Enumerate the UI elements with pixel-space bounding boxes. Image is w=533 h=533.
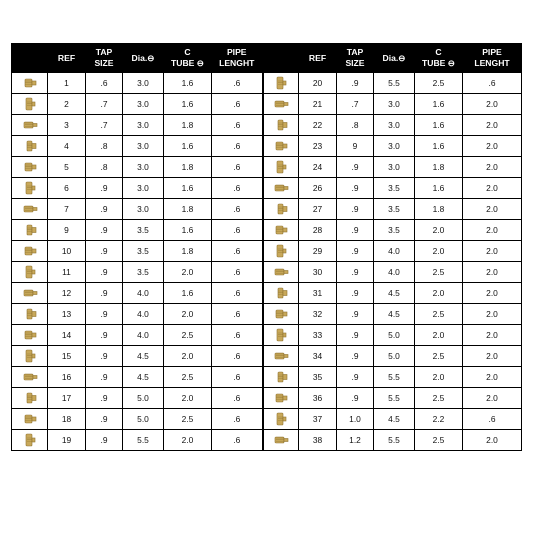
pipe-length-cell: 2.0 [463,346,522,367]
table-header-row [12,44,522,73]
c-tube-cell: 2.2 [415,409,463,430]
tap-size-cell: .9 [86,241,123,262]
tap-size-cell: .9 [337,220,374,241]
dia-cell: 3.0 [374,115,415,136]
tap-size-cell: .9 [337,346,374,367]
part-image-cell [263,94,299,115]
part-image-cell [263,262,299,283]
part-image-cell [263,136,299,157]
tap-size-cell: .9 [337,178,374,199]
pipe-length-cell: .6 [212,220,263,241]
c-tube-cell: 2.5 [415,430,463,451]
brass-fitting-icon [264,412,299,426]
brass-fitting-icon [12,244,47,258]
tap-size-cell: .7 [86,94,123,115]
part-image-cell [263,283,299,304]
tap-size-cell: .9 [337,241,374,262]
pipe-length-cell: .6 [212,199,263,220]
dia-cell: 3.0 [123,178,164,199]
c-tube-cell: 1.6 [164,178,212,199]
ref-cell: 15 [48,346,86,367]
dia-cell: 3.0 [374,136,415,157]
brass-fitting-icon [12,139,47,153]
c-tube-cell: 2.5 [164,325,212,346]
c-tube-cell: 2.5 [415,262,463,283]
dia-cell: 4.5 [374,283,415,304]
c-tube-cell: 1.6 [415,94,463,115]
table-row [12,94,522,115]
table-row [12,409,522,430]
tap-size-cell: .9 [337,73,374,94]
part-image-cell [12,73,48,94]
pipe-length-cell: 2.0 [463,262,522,283]
c-tube-cell: 2.5 [164,367,212,388]
ref-cell: 30 [299,262,337,283]
dia-cell: 3.0 [123,136,164,157]
dia-cell: 5.5 [374,430,415,451]
pipe-length-cell: .6 [212,409,263,430]
brass-fitting-icon [12,370,47,384]
brass-fitting-icon [264,139,299,153]
pipe-length-cell: 2.0 [463,199,522,220]
ref-cell: 29 [299,241,337,262]
c-tube-cell: 2.0 [415,367,463,388]
tap-size-cell: .9 [86,367,123,388]
ref-cell: 4 [48,136,86,157]
table-row [12,304,522,325]
tap-size-cell: .9 [86,178,123,199]
part-image-cell [263,241,299,262]
dia-cell: 3.5 [374,220,415,241]
pipe-length-cell: .6 [212,283,263,304]
pipe-length-cell: .6 [212,94,263,115]
pipe-length-cell: .6 [212,73,263,94]
brass-fitting-icon [264,202,299,216]
ref-cell: 31 [299,283,337,304]
pipe-length-cell: .6 [463,73,522,94]
dia-cell: 4.5 [374,304,415,325]
dia-cell: 4.5 [123,367,164,388]
part-image-cell [263,178,299,199]
table-row [12,178,522,199]
table-row [12,157,522,178]
pipe-length-cell: 2.0 [463,367,522,388]
pipe-length-cell: .6 [212,136,263,157]
tap-size-cell: .9 [86,199,123,220]
dia-cell: 5.0 [374,325,415,346]
ref-cell: 17 [48,388,86,409]
dia-cell: 4.0 [374,262,415,283]
table-row [12,367,522,388]
part-image-cell [12,241,48,262]
part-image-cell [263,346,299,367]
part-image-cell [263,115,299,136]
tap-size-cell: .9 [86,409,123,430]
dia-cell: 5.5 [374,388,415,409]
c-tube-cell: 1.8 [164,115,212,136]
part-image-cell [12,346,48,367]
c-tube-cell: 2.5 [415,346,463,367]
tap-size-cell: 1.2 [337,430,374,451]
tap-size-cell: .9 [337,388,374,409]
tap-size-cell: .9 [86,262,123,283]
ref-cell: 13 [48,304,86,325]
c-tube-cell: 2.0 [164,430,212,451]
header-dia-left: Dia.⊖ [123,44,164,73]
brass-fitting-icon [12,391,47,405]
tap-size-cell: .8 [86,157,123,178]
header-dia-right: Dia.⊖ [374,44,415,73]
c-tube-cell: 2.5 [415,73,463,94]
pipe-length-cell: 2.0 [463,388,522,409]
pipe-length-cell: 2.0 [463,94,522,115]
ref-cell: 19 [48,430,86,451]
dia-cell: 4.5 [374,409,415,430]
dia-cell: 3.0 [374,94,415,115]
pipe-length-cell: .6 [212,430,263,451]
tap-size-cell: .8 [86,136,123,157]
part-image-cell [12,283,48,304]
part-image-cell [12,388,48,409]
ref-cell: 2 [48,94,86,115]
header-ref-left: REF [48,44,86,73]
part-image-cell [263,304,299,325]
c-tube-cell: 1.8 [164,199,212,220]
part-image-cell [12,136,48,157]
pipe-length-cell: 2.0 [463,325,522,346]
header-tap-size-left: TAP SIZE [86,44,123,73]
ref-cell: 35 [299,367,337,388]
pipe-length-cell: 2.0 [463,178,522,199]
ref-cell: 10 [48,241,86,262]
header-c-tube-right: C TUBE ⊖ [415,44,463,73]
ref-cell: 18 [48,409,86,430]
part-image-cell [263,388,299,409]
brass-fitting-icon [12,76,47,90]
dia-cell: 4.0 [374,241,415,262]
brass-fitting-icon [264,349,299,363]
c-tube-cell: 2.0 [415,283,463,304]
brass-fitting-icon [12,307,47,321]
brass-fitting-icon [12,265,47,279]
dia-cell: 3.0 [123,157,164,178]
dia-cell: 3.0 [123,199,164,220]
ref-cell: 34 [299,346,337,367]
dia-cell: 5.0 [123,409,164,430]
part-image-cell [12,94,48,115]
table-row [12,388,522,409]
table-row [12,262,522,283]
brass-fitting-icon [12,181,47,195]
dia-cell: 5.0 [374,346,415,367]
c-tube-cell: 1.6 [164,94,212,115]
c-tube-cell: 1.8 [415,199,463,220]
part-image-cell [12,409,48,430]
c-tube-cell: 2.5 [164,409,212,430]
dia-cell: 4.0 [123,283,164,304]
brass-fitting-icon [12,433,47,447]
tap-size-cell: .9 [86,304,123,325]
c-tube-cell: 1.8 [164,241,212,262]
part-image-cell [12,262,48,283]
c-tube-cell: 2.0 [164,304,212,325]
brass-fitting-icon [264,160,299,174]
ref-cell: 14 [48,325,86,346]
ref-cell: 16 [48,367,86,388]
brass-fitting-icon [12,202,47,216]
table-row [12,73,522,94]
part-image-cell [12,220,48,241]
pipe-length-cell: .6 [463,409,522,430]
ref-cell: 7 [48,199,86,220]
dia-cell: 3.0 [123,115,164,136]
pipe-length-cell: .6 [212,388,263,409]
header-pipe-length-right: PIPE LENGHT [463,44,522,73]
part-image-cell [12,178,48,199]
brass-fitting-icon [264,181,299,195]
tap-size-cell: .9 [86,430,123,451]
brass-fitting-icon [12,349,47,363]
ref-cell: 3 [48,115,86,136]
c-tube-cell: 1.8 [415,157,463,178]
c-tube-cell: 2.5 [415,304,463,325]
part-image-cell [263,199,299,220]
pipe-length-cell: .6 [212,241,263,262]
pipe-length-cell: .6 [212,346,263,367]
part-image-cell [263,367,299,388]
pipe-length-cell: .6 [212,157,263,178]
c-tube-cell: 1.6 [164,220,212,241]
header-pipe-length-left: PIPE LENGHT [212,44,263,73]
c-tube-cell: 1.8 [164,157,212,178]
c-tube-cell: 2.0 [415,220,463,241]
brass-fitting-icon [12,412,47,426]
dia-cell: 3.0 [374,157,415,178]
ref-cell: 38 [299,430,337,451]
tap-size-cell: .9 [337,367,374,388]
header-image-left [12,44,48,73]
dia-cell: 5.0 [123,388,164,409]
table-row [12,283,522,304]
pipe-length-cell: 2.0 [463,241,522,262]
brass-fitting-icon [264,307,299,321]
ref-cell: 11 [48,262,86,283]
ref-cell: 1 [48,73,86,94]
tap-size-cell: .9 [337,325,374,346]
brass-fitting-icon [12,223,47,237]
brass-fitting-icon [12,286,47,300]
pipe-length-cell: 2.0 [463,430,522,451]
brass-fitting-icon [264,328,299,342]
c-tube-cell: 1.6 [415,115,463,136]
ref-cell: 28 [299,220,337,241]
pipe-length-cell: .6 [212,325,263,346]
brass-fitting-icon [264,97,299,111]
part-image-cell [12,115,48,136]
table-row [12,199,522,220]
part-image-cell [12,325,48,346]
header-ref-right: REF [299,44,337,73]
brass-fitting-icon [12,328,47,342]
c-tube-cell: 2.0 [164,262,212,283]
brass-fitting-icon [264,244,299,258]
ref-cell: 22 [299,115,337,136]
tap-size-cell: .9 [337,199,374,220]
c-tube-cell: 1.6 [164,73,212,94]
table-row [12,325,522,346]
c-tube-cell: 2.0 [415,241,463,262]
dia-cell: 3.5 [374,199,415,220]
brass-fitting-icon [12,97,47,111]
ref-cell: 12 [48,283,86,304]
part-image-cell [263,157,299,178]
pipe-length-cell: 2.0 [463,283,522,304]
dia-cell: 5.5 [374,367,415,388]
ref-cell: 9 [48,220,86,241]
dia-cell: 3.0 [123,94,164,115]
brass-fitting-icon [12,160,47,174]
dia-cell: 5.5 [374,73,415,94]
ref-cell: 20 [299,73,337,94]
dia-cell: 3.0 [123,73,164,94]
ref-cell: 32 [299,304,337,325]
pipe-length-cell: 2.0 [463,157,522,178]
c-tube-cell: 1.6 [415,136,463,157]
part-image-cell [12,304,48,325]
part-image-cell [263,325,299,346]
brass-fitting-icon [264,223,299,237]
brass-fitting-icon [264,76,299,90]
brass-fitting-icon [12,118,47,132]
ref-cell: 37 [299,409,337,430]
tap-size-cell: .9 [337,262,374,283]
ref-cell: 24 [299,157,337,178]
c-tube-cell: 2.0 [164,388,212,409]
part-image-cell [263,409,299,430]
pipe-length-cell: .6 [212,115,263,136]
pipe-length-cell: 2.0 [463,220,522,241]
part-image-cell [12,157,48,178]
table-row [12,346,522,367]
tap-size-cell: .9 [337,157,374,178]
ref-cell: 21 [299,94,337,115]
pipe-length-cell: .6 [212,262,263,283]
pipe-length-cell: 2.0 [463,115,522,136]
tap-size-cell: .9 [86,325,123,346]
ref-cell: 5 [48,157,86,178]
brass-fitting-icon [264,391,299,405]
header-image-right [263,44,299,73]
tap-size-cell: .9 [86,220,123,241]
ref-cell: 6 [48,178,86,199]
c-tube-cell: 1.6 [164,136,212,157]
brass-fitting-icon [264,433,299,447]
brass-fitting-icon [264,118,299,132]
pipe-length-cell: 2.0 [463,136,522,157]
pipe-length-cell: .6 [212,178,263,199]
brass-fitting-icon [264,286,299,300]
brass-fitting-icon [264,265,299,279]
tap-size-cell: .7 [337,94,374,115]
c-tube-cell: 1.6 [415,178,463,199]
part-image-cell [12,199,48,220]
c-tube-cell: 1.6 [164,283,212,304]
table-row [12,220,522,241]
brass-fitting-icon [264,370,299,384]
pipe-length-cell: .6 [212,304,263,325]
ref-cell: 36 [299,388,337,409]
c-tube-cell: 2.0 [415,325,463,346]
tap-size-cell: .8 [337,115,374,136]
tap-size-cell: .9 [337,283,374,304]
dia-cell: 4.0 [123,304,164,325]
dia-cell: 5.5 [123,430,164,451]
dia-cell: 3.5 [374,178,415,199]
dia-cell: 3.5 [123,262,164,283]
dia-cell: 4.0 [123,325,164,346]
ref-cell: 23 [299,136,337,157]
tap-size-cell: .9 [86,346,123,367]
part-image-cell [263,430,299,451]
part-image-cell [263,73,299,94]
table-row [12,241,522,262]
pipe-length-cell: .6 [212,367,263,388]
tap-size-cell: .6 [86,73,123,94]
table-body [12,73,522,451]
part-image-cell [12,430,48,451]
parts-spec-table [11,43,522,451]
tap-size-cell: .7 [86,115,123,136]
tap-size-cell: 9 [337,136,374,157]
ref-cell: 26 [299,178,337,199]
header-tap-size-right: TAP SIZE [337,44,374,73]
header-c-tube-left: C TUBE ⊖ [164,44,212,73]
ref-cell: 27 [299,199,337,220]
dia-cell: 4.5 [123,346,164,367]
ref-cell: 33 [299,325,337,346]
table-row [12,136,522,157]
part-image-cell [12,367,48,388]
c-tube-cell: 2.5 [415,388,463,409]
part-image-cell [263,220,299,241]
table-row [12,115,522,136]
tap-size-cell: .9 [86,283,123,304]
pipe-length-cell: 2.0 [463,304,522,325]
tap-size-cell: 1.0 [337,409,374,430]
tap-size-cell: .9 [337,304,374,325]
dia-cell: 3.5 [123,241,164,262]
dia-cell: 3.5 [123,220,164,241]
table-row [12,430,522,451]
tap-size-cell: .9 [86,388,123,409]
c-tube-cell: 2.0 [164,346,212,367]
